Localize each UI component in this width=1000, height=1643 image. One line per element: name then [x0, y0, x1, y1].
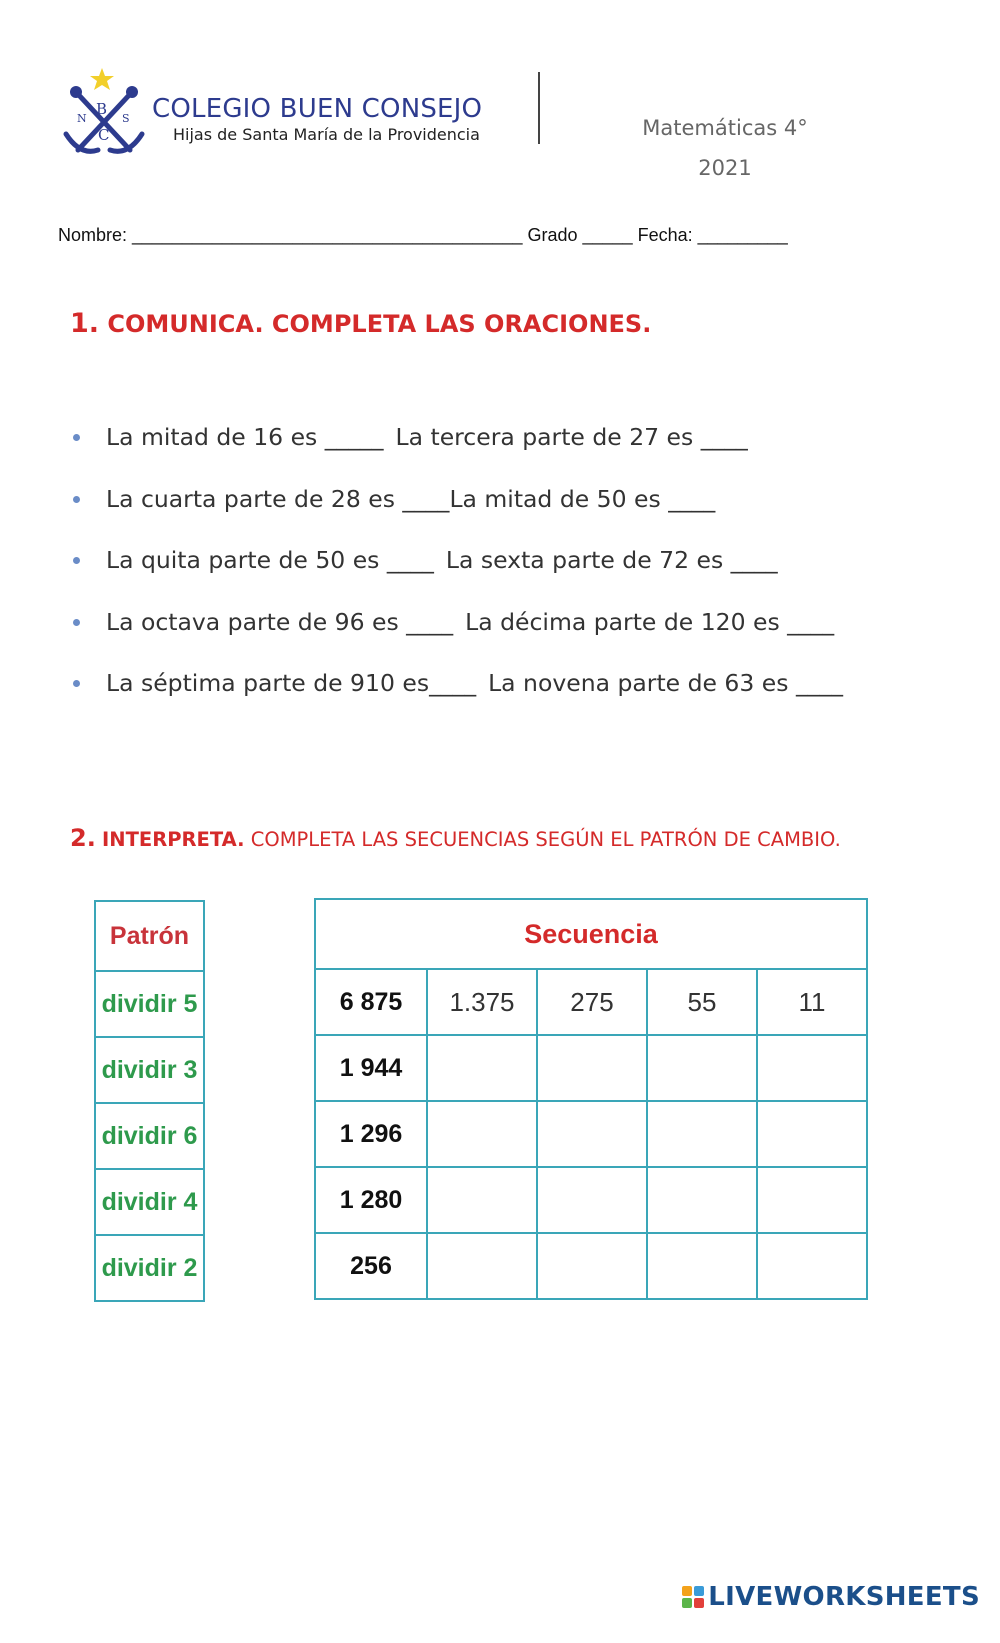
sequence-start: 1 280: [315, 1167, 427, 1233]
date-label: Fecha:: [637, 225, 693, 245]
sequence-cell[interactable]: [537, 1101, 647, 1167]
name-field[interactable]: _______________________________________: [132, 225, 523, 245]
brand-text: LIVEWORKSHEETS: [708, 1582, 980, 1612]
subject-block: [600, 108, 850, 188]
section-2-heading-bold: INTERPRETA.: [102, 828, 245, 851]
logo-letter-b: B: [96, 100, 108, 118]
sequence-cell[interactable]: [757, 1167, 867, 1233]
section-1-heading: COMUNICA. COMPLETA LAS ORACIONES.: [107, 310, 652, 338]
sequence-cell[interactable]: [647, 1035, 757, 1101]
sequence-cell[interactable]: [757, 1233, 867, 1299]
sequence-cell[interactable]: [427, 1233, 537, 1299]
sentence-row-1: [68, 422, 843, 484]
subject-title: Matemáticas 4°: [642, 116, 808, 140]
section-2-number: 2.: [70, 824, 96, 852]
sequence-start: 256: [315, 1233, 427, 1299]
sequence-header: Secuencia: [315, 899, 867, 969]
sequence-cell[interactable]: [647, 1167, 757, 1233]
sentence-right[interactable]: La tercera parte de 27 es ____: [395, 423, 748, 451]
sentence-right[interactable]: La sexta parte de 72 es ____: [445, 546, 778, 574]
table-row: [315, 1167, 867, 1233]
student-info-line: [58, 225, 788, 246]
date-field[interactable]: _________: [697, 225, 788, 245]
pattern-cell: dividir 3: [95, 1037, 204, 1103]
sequence-cell[interactable]: [427, 1101, 537, 1167]
sentence-left[interactable]: La quita parte de 50 es ____: [106, 546, 434, 574]
pattern-cell: dividir 6: [95, 1103, 204, 1169]
pattern-cell: dividir 2: [95, 1235, 204, 1301]
sequence-cell[interactable]: 55: [647, 969, 757, 1035]
sequence-cell[interactable]: [647, 1101, 757, 1167]
bullet-icon: [73, 496, 80, 503]
bullet-icon: [73, 557, 80, 564]
liveworksheets-brand[interactable]: [682, 1582, 980, 1612]
sentence-right[interactable]: La décima parte de 120 es ____: [465, 607, 835, 636]
sequence-cell[interactable]: 11: [757, 969, 867, 1035]
sequence-cell[interactable]: [757, 1035, 867, 1101]
header-divider: [538, 72, 540, 144]
sentence-list: [68, 422, 843, 730]
sequence-cell[interactable]: [427, 1167, 537, 1233]
section-2-title: [70, 824, 841, 852]
logo-letter-s: S: [122, 112, 130, 125]
sentence-left[interactable]: La séptima parte de 910 es____: [106, 669, 477, 697]
sentence-right[interactable]: La mitad de 50 es ____: [449, 484, 716, 513]
pattern-cell: dividir 5: [95, 971, 204, 1037]
school-subtitle: Hijas de Santa María de la Providencia: [173, 125, 480, 144]
sequence-start: 6 875: [315, 969, 427, 1035]
bullet-icon: [73, 680, 80, 687]
sequence-cell[interactable]: 275: [537, 969, 647, 1035]
sequence-cell[interactable]: [647, 1233, 757, 1299]
sequence-cell[interactable]: 1.375: [427, 969, 537, 1035]
sentence-left[interactable]: La octava parte de 96 es ____: [106, 607, 454, 636]
table-row: [315, 1101, 867, 1167]
sequence-cell[interactable]: [537, 1233, 647, 1299]
table-row: [315, 1233, 867, 1299]
pattern-table: [94, 900, 205, 1302]
sentence-row-4: [68, 607, 843, 669]
school-name: COLEGIO BUEN CONSEJO: [152, 94, 483, 124]
section-1-title: [70, 308, 651, 339]
sequence-cell[interactable]: [537, 1167, 647, 1233]
sequence-cell[interactable]: [537, 1035, 647, 1101]
logo-letter-c: C: [98, 126, 110, 144]
sequence-start: 1 944: [315, 1035, 427, 1101]
subject-year: 2021: [698, 156, 752, 180]
pattern-header: Patrón: [95, 901, 204, 971]
pattern-cell: dividir 4: [95, 1169, 204, 1235]
bullet-icon: [73, 434, 80, 441]
sentence-left[interactable]: La cuarta parte de 28 es ____: [106, 484, 450, 513]
sentence-right[interactable]: La novena parte de 63 es ____: [488, 669, 843, 697]
sequence-cell[interactable]: [757, 1101, 867, 1167]
logo-letter-n: N: [77, 112, 87, 125]
sentence-left[interactable]: La mitad de 16 es _____: [106, 423, 384, 451]
sentence-row-3: [68, 545, 843, 607]
grade-label: Grado: [527, 225, 578, 245]
school-header: [152, 94, 482, 146]
name-label: Nombre:: [58, 225, 128, 245]
bullet-icon: [73, 619, 80, 626]
sequence-table: [314, 898, 868, 1300]
sentence-row-5: [68, 668, 843, 730]
section-2-heading: COMPLETA LAS SECUENCIAS SEGÚN EL PATRÓN DE CAMBIO.: [250, 828, 841, 851]
sequence-cell[interactable]: [427, 1035, 537, 1101]
grade-field[interactable]: _____: [582, 225, 633, 245]
table-row: [315, 969, 867, 1035]
section-1-number: 1.: [70, 308, 100, 339]
sentence-row-2: [68, 484, 843, 546]
liveworksheets-logo-icon: [682, 1586, 704, 1608]
sequence-start: 1 296: [315, 1101, 427, 1167]
school-logo-anchor-icon: [62, 64, 146, 164]
table-row: [315, 1035, 867, 1101]
